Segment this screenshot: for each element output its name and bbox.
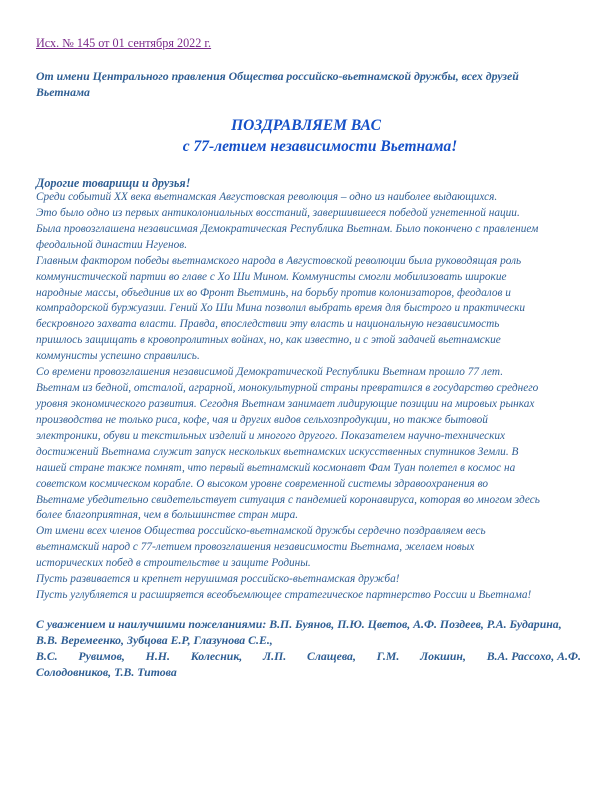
body-line: Была провозглашена независимая Демократическая Республика Вьетнам. Было покончено с правлением <box>36 222 539 235</box>
sender-line: От имени Центрального правления Общества российско-вьетнамской дружбы, всех друзей <box>36 69 519 83</box>
body-line: электроники, обуви и текстильных изделий и многого другого. Показателем научно-технических <box>36 429 506 442</box>
body-line: Вьетнам из бедной, отсталой, аграрной, монокультурной страны превратился в государство среднего <box>36 382 539 395</box>
body-line: Вьетнаме убедительно свидетельствует ситуация с пандемией коронавируса, которая во многом здесь <box>36 493 540 506</box>
body-line: Пусть развивается и крепнет нерушимая российско-вьетнамская дружба! <box>36 573 400 586</box>
signature-name-part: Локшин, <box>420 649 466 663</box>
body-line: нашей стране также помнят, что первый вьетнамский космонавт Фам Туан полетел в космос на <box>36 461 516 474</box>
signature-line: Солодовников, Т.В. Титова <box>36 665 177 679</box>
body-line: советском космическом корабле. О высоком уровне современной системы здравоохранения во <box>36 477 489 490</box>
body-line: Главным фактором победы вьетнамского народа в Августовской революции была руководящая роль <box>36 254 522 267</box>
body-line: коммунистической партии во главе с Хо Ши Мином. Коммунисты смогли мобилизовать широкие <box>36 270 507 283</box>
body-line: Это было одно из первых антиколониальных восстаний, завершившееся победой угнетенной нации. <box>36 206 520 219</box>
body-line: бескровного захвата власти. Правда, впоследствии эту власть и национальную независимость <box>36 318 500 331</box>
congratulation-title: ПОЗДРАВЛЯЕМ ВАС <box>231 117 381 134</box>
signature-block <box>36 616 581 680</box>
body-line: Среди событий XX века вьетнамская Августовская революция – одно из наиболее выдающихся. <box>36 191 498 203</box>
body-line: более благоприятная, чем в большинстве стран мира. <box>36 509 299 522</box>
signature-name-part: Н.Н. <box>145 649 170 663</box>
body-line: производства не только риса, кофе, чая и других видов сельхозпродукции, но также бытовой <box>36 413 488 426</box>
body-line: народные массы, объединив их во Фронт Вьетминь, на борьбу против колонизаторов, феодалов и <box>36 286 511 299</box>
body-line: компрадорской буржуазии. Гений Хо Ши Мина позволил выбрать время для быстрого и практически <box>36 302 526 315</box>
body-line: пришлось защищать в кровопролитных войнах, но, как известно, и с этой задачей вьетнамские <box>36 334 501 347</box>
body-line: Со времени провозглашения независимой Демократической Республики Вьетнам прошло 77 лет. <box>36 366 504 379</box>
body-line: достижений Вьетнама служит запуск нескольких вьетнамских искусственных спутников Земли. В <box>36 445 519 458</box>
body-line: уровня экономического развития. Сегодня Вьетнам занимает лидирующие позиции на мировых рынках <box>36 397 535 410</box>
signature-name-part: Л.П. <box>263 649 287 663</box>
reference-number: Исх. № 145 от 01 сентября 2022 г. <box>36 36 212 50</box>
congratulation-subtitle: с 77-летием независимости Вьетнама! <box>182 138 458 155</box>
signature-name-part: В.С. <box>36 649 58 663</box>
signature-line <box>36 648 581 664</box>
body-line: феодальной династии Нгуенов. <box>36 238 188 251</box>
greeting: Дорогие товарищи и друзья! <box>36 176 191 190</box>
body-line: коммунисты успешно справились. <box>36 350 200 363</box>
letter-body <box>36 190 581 604</box>
body-line: вьетнамский народ с 77-летием провозглашения независимости Вьетнама, желаем новых <box>36 541 475 554</box>
signature-line: В.В. Веремеенко, Зубцова Е.Р, Глазунова С.Е., <box>36 633 273 647</box>
body-line: Пусть углубляется и расширяется всеобъемлющее стратегическое партнерство России и Вьетнама! <box>36 589 532 602</box>
signature-name-part: Г.М. <box>376 649 400 663</box>
sender-heading <box>36 68 576 100</box>
signature-name-part: В.А. Рассохо, А.Ф. <box>486 649 581 663</box>
signature-name-part: Рувимов, <box>78 649 125 663</box>
signature-name-part: Колесник, <box>190 649 243 663</box>
signature-line: С уважением и наилучшими пожеланиями: В.П. Буянов, П.Ю. Цветов, А.Ф. Поздеев, Р.А. Бударина, <box>36 617 562 631</box>
body-line: От имени всех членов Общества российско-вьетнамской дружбы сердечно поздравляем весь <box>36 525 486 538</box>
signature-name-part: Слащева, <box>306 649 356 663</box>
sender-line: Вьетнама <box>36 85 90 99</box>
body-line: исторических побед в строительстве и защите Родины. <box>36 557 311 570</box>
